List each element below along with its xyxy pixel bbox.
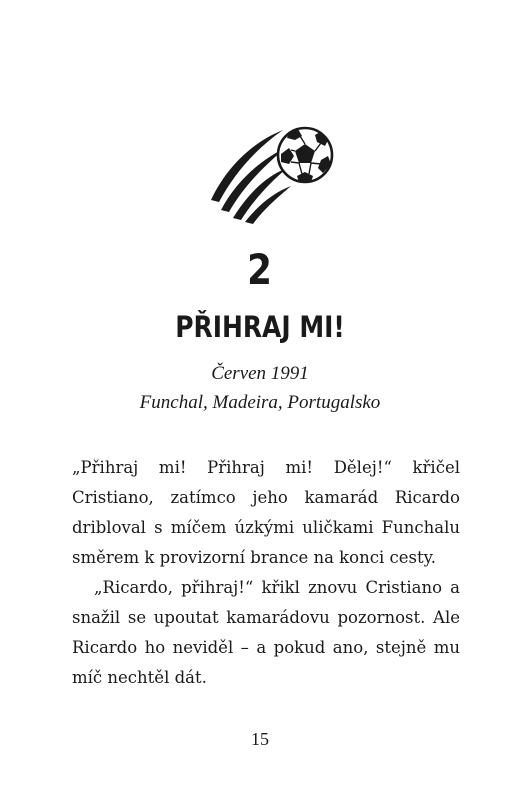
soccer-ball-illustration	[205, 118, 335, 233]
page-number: 15	[251, 729, 269, 749]
chapter-body	[72, 453, 460, 693]
chapter-title: PŘIHRAJ MI!	[175, 310, 345, 344]
soccer-ball-icon	[205, 118, 335, 233]
chapter-place: Funchal, Madeira, Portugalsko	[139, 392, 381, 413]
chapter-number: 2	[247, 245, 273, 294]
paragraph: „Ricardo, přihraj!“ křikl znovu Cristiano a snažil se upoutat kamarádovu pozornost. Ale Ricardo ho neviděl – a pokud ano, stejně mu míč nechtěl dát.	[72, 578, 460, 687]
chapter-date: Červen 1991	[211, 363, 309, 384]
paragraph: „Přihraj mi! Přihraj mi! Dělej!“ křičel Cristiano, zatímco jeho kamarád Ricardo dribloval s míčem úzkými uličkami Funchalu směrem k provizorní brance na konci cesty.	[72, 458, 460, 567]
ball	[278, 128, 332, 182]
